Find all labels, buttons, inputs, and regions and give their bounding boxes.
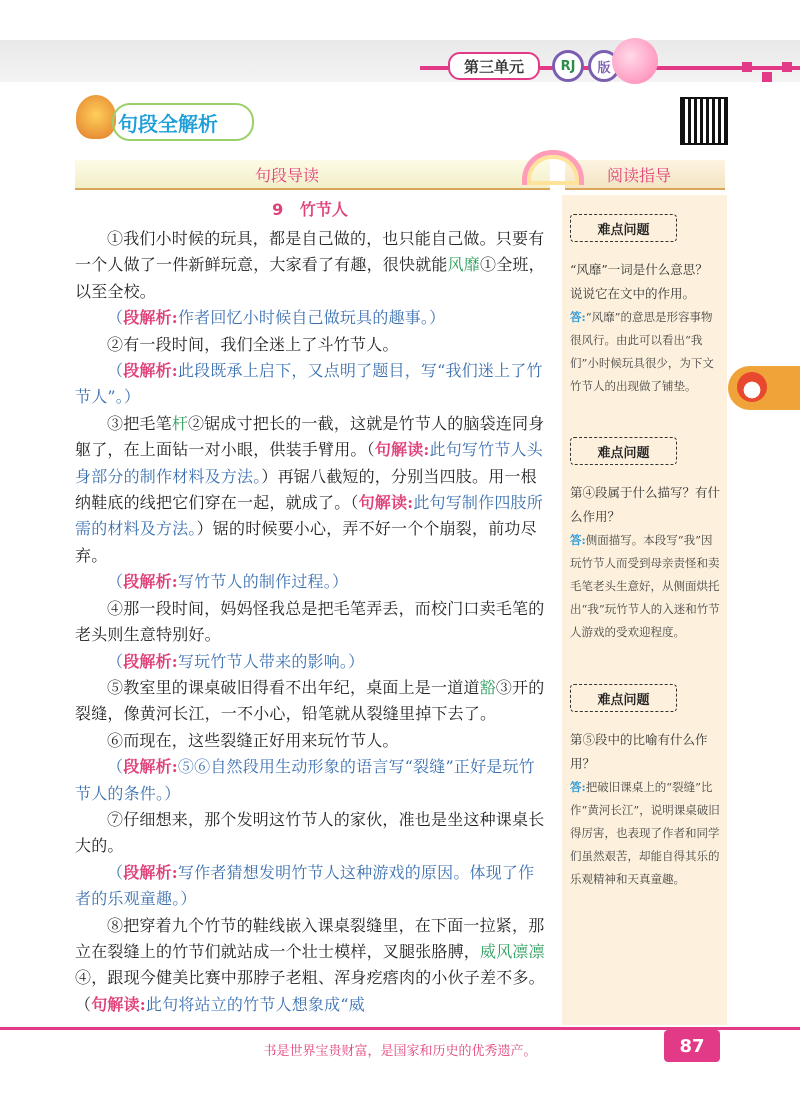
article xyxy=(75,195,545,1018)
answer-text: 把破旧课桌上的“裂缝”比作“黄河长江”，说明课桌破旧得厉害，也表现了作者和同学们虽然艰苦，却能自得其乐的乐观精神和天真童趣。 xyxy=(570,780,720,886)
sentence-tag: 句解读: xyxy=(374,440,430,460)
paragraph-analysis: （段解析:写竹节人的制作过程。） xyxy=(107,572,349,592)
section-title: 句段全解析 xyxy=(118,112,218,136)
text-run: ）再锯八截短的，分别当四肢。用一根纳鞋底的线把它们穿在一起，就成了。（ xyxy=(75,466,537,513)
keyword: 威风凛凛 xyxy=(480,941,545,961)
keyword: 豁 xyxy=(479,677,496,697)
sidebar-answer xyxy=(570,306,720,398)
text-run: ③开的裂缝，像黄河长江，一不小心，铅笔就从裂缝里掉下去了。 xyxy=(75,677,545,724)
analysis-text: ⑤⑥自然段用生动形象的语言写“裂缝”正好是玩竹节人的条件。 xyxy=(75,757,535,803)
text-run: ①全班，以至全校。 xyxy=(75,255,545,301)
analysis-tag: 段解析: xyxy=(123,862,178,882)
girl-mascot-icon xyxy=(612,38,658,84)
paragraph-analysis: （段解析:⑤⑥自然段用生动形象的语言写“裂缝”正好是玩竹节人的条件。） xyxy=(75,757,535,803)
sentence-tag: 句解读: xyxy=(358,493,414,513)
paragraph-analysis: （段解析:作者回忆小时候自己做玩具的趣事。） xyxy=(107,308,446,328)
text-run: ②锯成寸把长的一截，这就是竹节人的脑袋连同身躯了，在上面钻一对小眼，供装手臂用。（ xyxy=(75,413,545,460)
paragraph xyxy=(75,675,545,728)
difficulty-box: 难点问题 xyxy=(570,214,677,242)
keyword: 风靡 xyxy=(447,255,481,275)
reading-guide-bar xyxy=(75,160,550,190)
difficulty-box: 难点问题 xyxy=(570,437,677,465)
text-run: ⑤教室里的课桌破旧得看不出年纪，桌面上是一道道 xyxy=(107,677,480,697)
sentence-note: 此句将站立的竹节人想象成“威 xyxy=(145,994,365,1014)
paragraph-analysis: （段解析:此段既承上启下，又点明了题目，写“我们迷上了竹节人”。） xyxy=(75,361,543,407)
ban-badge: 版 xyxy=(588,50,620,82)
answer-text: 侧面描写。本段写“我”因玩竹节人而受到母亲责怪和卖毛笔老头生意好，从侧面烘托出“我”玩竹节人的入迷和竹节人游戏的受欢迎程度。 xyxy=(570,533,720,639)
paragraph xyxy=(75,728,545,754)
paragraph xyxy=(75,226,545,305)
difficulty-box: 难点问题 xyxy=(570,684,677,712)
sidebar-answer xyxy=(570,529,720,644)
page-number: 87 xyxy=(664,1030,720,1062)
answer-tag: 答: xyxy=(570,533,586,547)
text-run: ④，跟现今健美比赛中那脖子老粗、浑身疙瘩肉的小伙子差不多。（ xyxy=(75,968,545,1014)
text-run: ①我们小时候的玩具，都是自己做的，也只能自己做。只要有一个人做了一件新鲜玩意，大家看了有趣，很快就能 xyxy=(75,229,545,275)
unit-label: 第三单元 xyxy=(448,52,540,80)
sidebar-question: 第⑤段中的比喻有什么作用？ xyxy=(570,732,708,771)
analysis-tag: 段解析: xyxy=(123,308,178,328)
sentence-note: 此句写制作四肢所需的材料及方法。 xyxy=(75,493,543,539)
analysis-text: 写竹节人的制作过程。 xyxy=(177,572,332,592)
rainbow-icon xyxy=(522,150,584,185)
text-run: ⑦仔细想来，那个发明这竹节人的家伙，准也是坐这种课桌长大的。 xyxy=(75,809,545,856)
answer-text: “风靡”的意思是形容事物很风行。由此可以看出“我们”小时候玩具很少，为下文竹节人的出现做了铺垫。 xyxy=(570,310,714,393)
sentence-tag: 句解读: xyxy=(91,994,146,1014)
checker-deco xyxy=(782,62,792,72)
guide-left-label: 句段导读 xyxy=(255,166,320,185)
analysis-tag: 段解析: xyxy=(123,572,178,592)
text-run: ④那一段时间，妈妈怪我总是把毛笔弄丢，而校门口卖毛笔的老头则生意特别好。 xyxy=(75,598,545,645)
analysis-tag: 段解析: xyxy=(123,757,178,777)
article-title-text: 竹节人 xyxy=(299,200,348,219)
analysis-text: 作者回忆小时候自己做玩具的趣事。 xyxy=(177,308,430,328)
qr-code-icon[interactable] xyxy=(680,97,728,145)
analysis-tag: 段解析: xyxy=(123,361,178,381)
sidebar-question: 第④段属于什么描写？有什么作用？ xyxy=(570,485,721,524)
analysis-text: 写作者猜想发明竹节人这种游戏的原因。体现了作者的乐观童趣。 xyxy=(75,862,535,909)
reading-tip-bar xyxy=(565,160,725,190)
answer-tag: 答: xyxy=(570,310,586,324)
header-band xyxy=(0,40,800,82)
rj-badge: RJ xyxy=(552,50,584,82)
analysis-text: 此段既承上启下，又点明了题目，写“我们迷上了竹节人”。 xyxy=(75,361,543,407)
footer-motto: 书是世界宝贵财富，是国家和历史的优秀遗产。 xyxy=(263,1044,537,1059)
monkey-mascot-icon xyxy=(76,95,116,139)
sidebar-answer xyxy=(570,776,720,891)
paragraph-analysis: （段解析:写作者猜想发明竹节人这种游戏的原因。体现了作者的乐观童趣。） xyxy=(75,862,535,909)
paragraph xyxy=(75,807,545,860)
checker-deco xyxy=(742,62,752,72)
guide-right-label: 阅读指导 xyxy=(607,166,672,185)
text-run: ⑧把穿着九个竹节的鞋线嵌入课桌裂缝里，在下面一拉紧，那立在裂缝上的竹节们就站成一个壮士模样，叉腿张胳膊， xyxy=(75,915,545,961)
paragraph xyxy=(75,411,545,569)
sentence-note: 此句写竹节人头身部分的制作材料及方法。 xyxy=(75,440,543,486)
paragraph xyxy=(75,913,545,1019)
text-run: ）锯的时候要小心，弄不好一个个崩裂，前功尽弃。 xyxy=(75,519,537,565)
paragraph xyxy=(75,332,545,358)
sidebar-question: “风靡”一词是什么意思？说说它在文中的作用。 xyxy=(570,262,708,301)
paragraph-list xyxy=(75,226,545,1018)
text-run: ⑥而现在，这些裂缝正好用来玩竹节人。 xyxy=(107,730,399,750)
text-run: ②有一段时间，我们全迷上了斗竹节人。 xyxy=(107,334,399,354)
analysis-tag: 段解析: xyxy=(123,651,178,671)
fox-face-icon xyxy=(737,372,767,402)
text-run: ③把毛笔 xyxy=(107,413,172,433)
paragraph-analysis: （段解析:写玩竹节人带来的影响。） xyxy=(107,651,365,671)
article-number: 9 xyxy=(272,200,284,219)
paragraph xyxy=(75,596,545,649)
answer-tag: 答: xyxy=(570,780,586,794)
article-title xyxy=(75,197,545,220)
checker-deco xyxy=(762,72,772,82)
keyword: 杆 xyxy=(171,413,189,433)
analysis-text: 写玩竹节人带来的影响。 xyxy=(177,651,349,671)
